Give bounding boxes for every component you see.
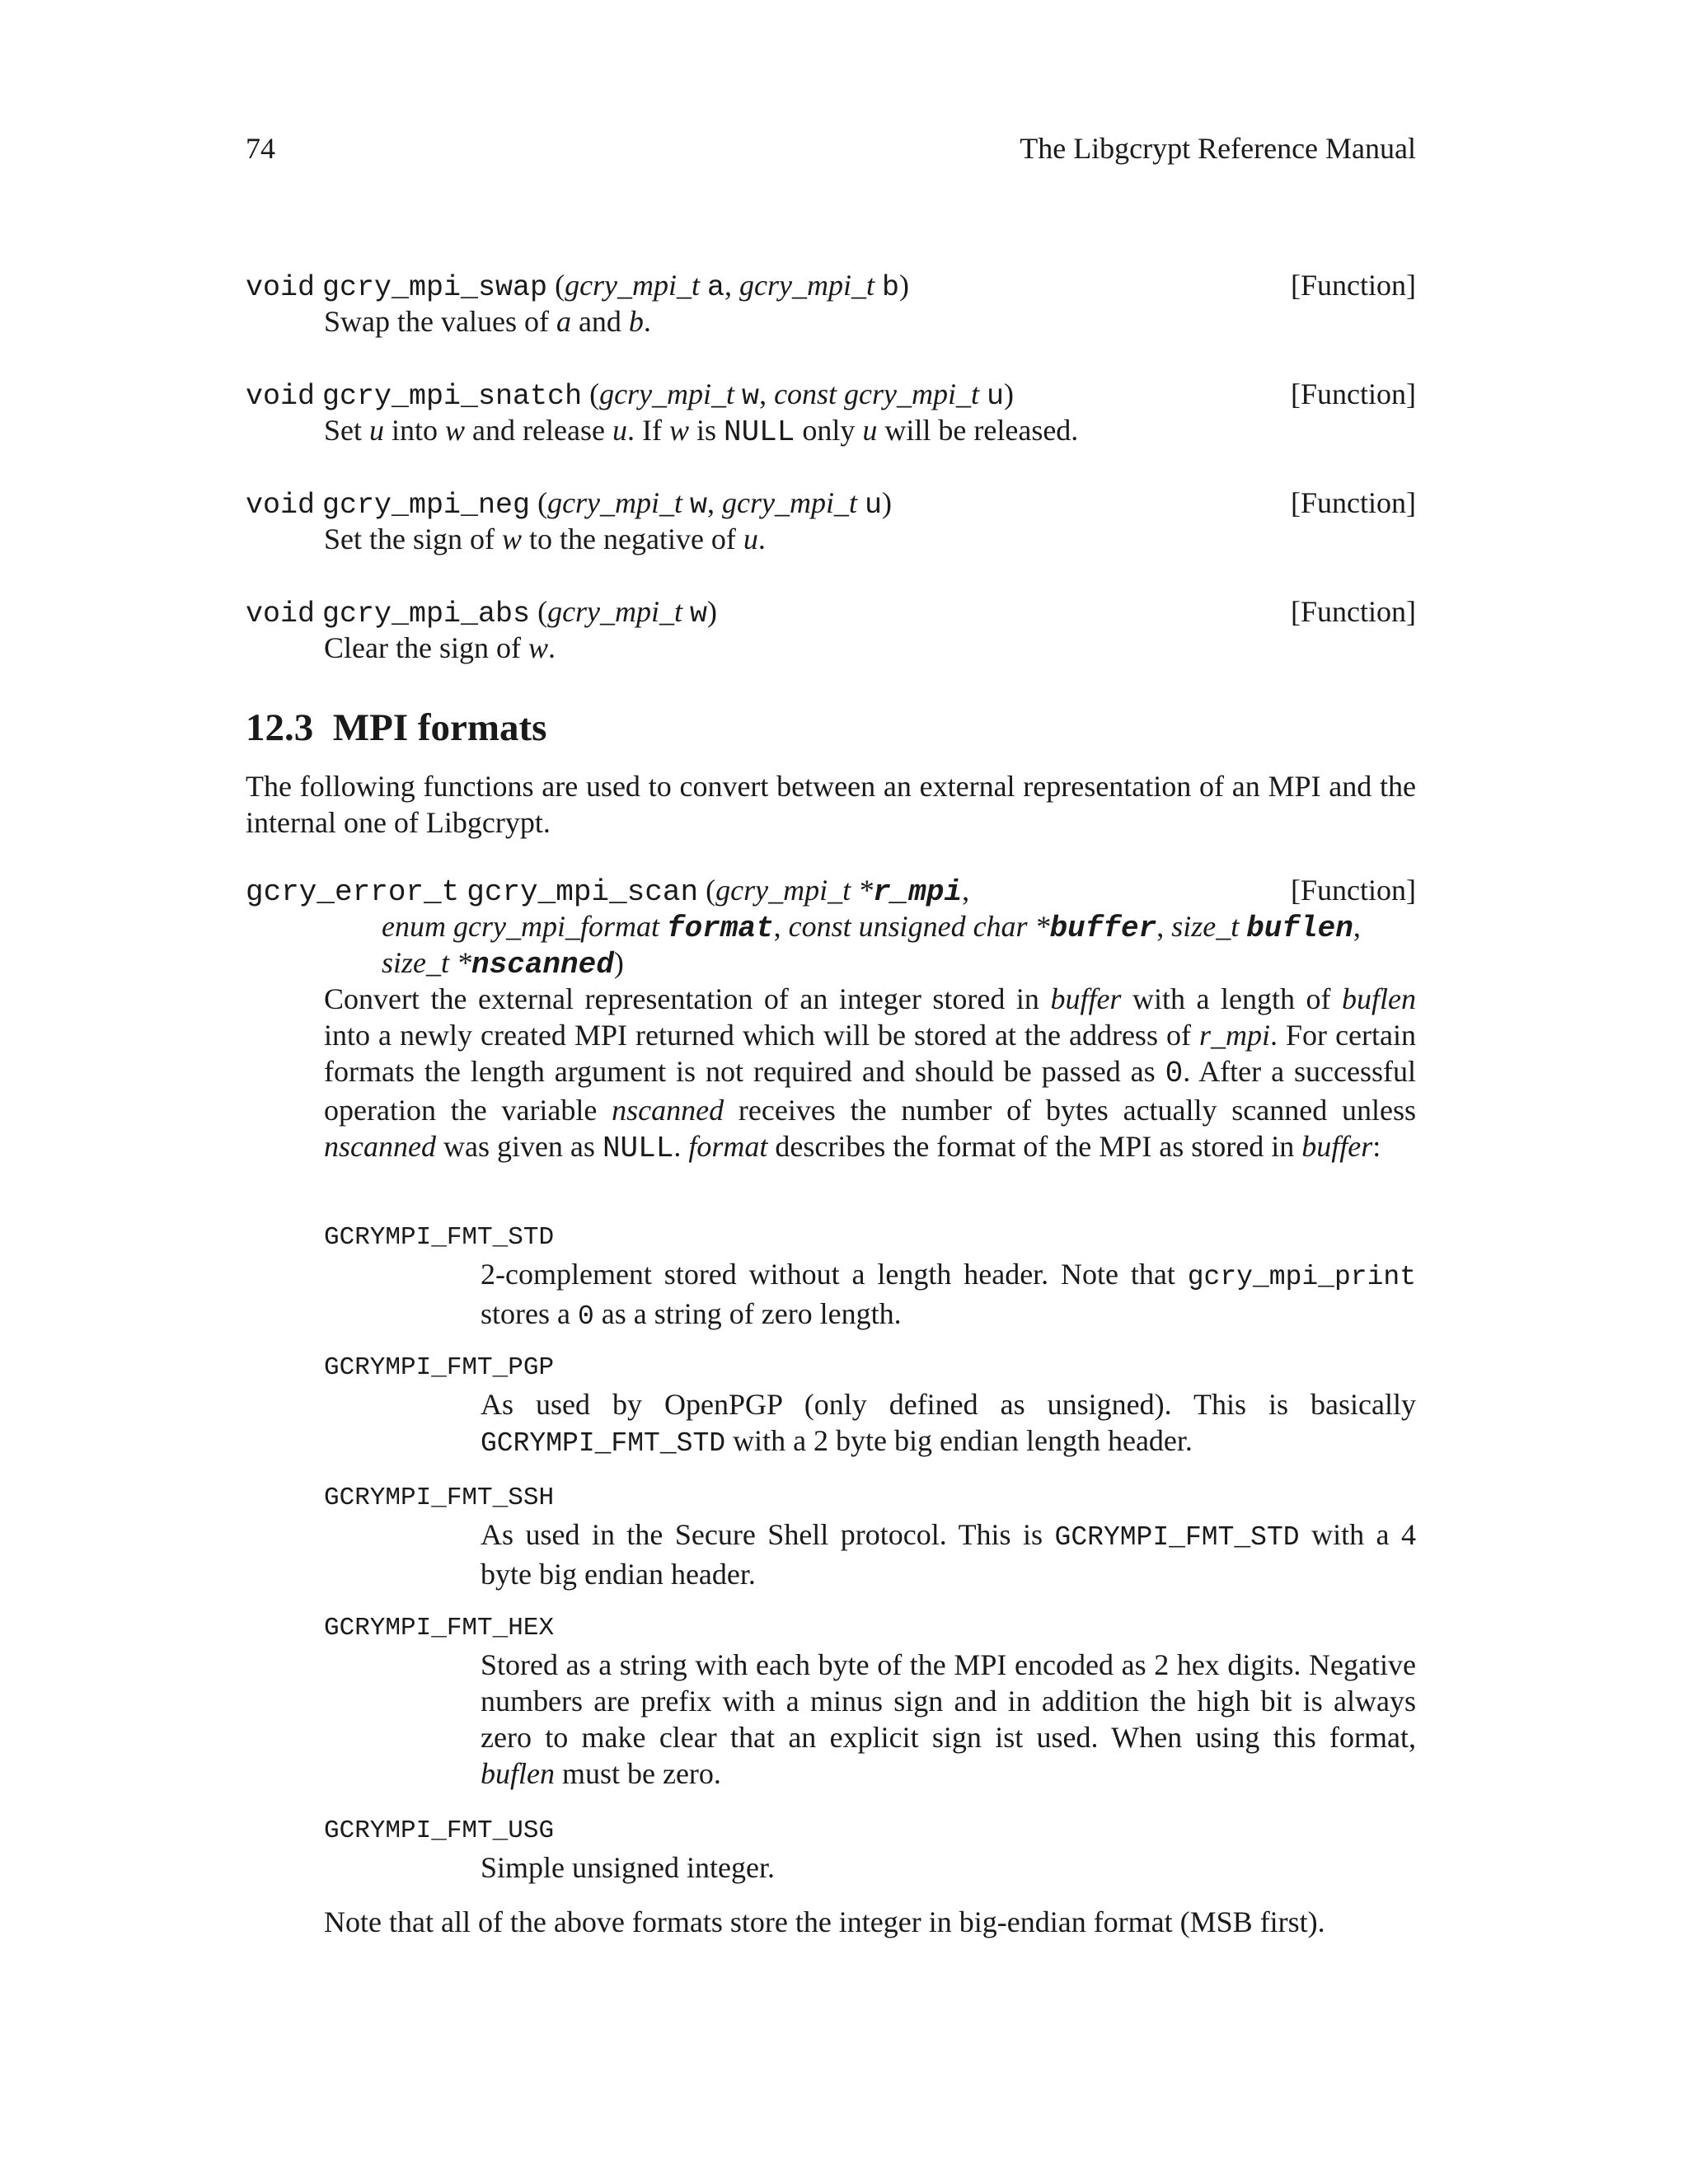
text-run: format — [666, 912, 774, 945]
format-description — [481, 1849, 1416, 1886]
text-run: r_mpi — [873, 875, 963, 909]
text-run: : — [1372, 1130, 1381, 1163]
function-name: gcry_mpi_scan — [467, 875, 699, 909]
text-run: was given as — [435, 1130, 603, 1163]
text-run: 0 — [577, 1301, 594, 1332]
format-name: GCRYMPI_FMT_USG — [324, 1816, 555, 1845]
text-run: void — [246, 598, 316, 630]
format-item-hex — [324, 1610, 1416, 1792]
text-run: buflen — [1246, 912, 1353, 945]
page-number: 74 — [246, 132, 275, 165]
text-run: and — [570, 305, 629, 338]
format-name: GCRYMPI_FMT_PGP — [324, 1353, 555, 1382]
signature-continuation: size_t *nscanned) — [382, 946, 624, 982]
text-run: is — [688, 414, 724, 447]
format-description — [481, 1386, 1416, 1462]
text-run: GCRYMPI_FMT_STD — [1054, 1522, 1300, 1553]
text-run: Stored as a string with each byte of the MPI encoded as 2 hex digits. Negative numbers are prefix with a minus sign and in addition the high bit is always zero to make clear that an explicit sign ist used. When using this format, — [481, 1648, 1416, 1754]
text-run: gcry_error_t — [246, 875, 460, 909]
format-description — [481, 1516, 1416, 1592]
section-number: 12.3 — [246, 706, 314, 749]
format-name: GCRYMPI_FMT_SSH — [324, 1483, 555, 1512]
manual-title: The Libgcrypt Reference Manual — [1020, 132, 1416, 165]
function-signature: gcry_error_t gcry_mpi_scan (gcry_mpi_t *r_mpi, [Function] — [246, 874, 1416, 909]
text-run: stores a — [481, 1297, 578, 1330]
text-run: void — [246, 380, 316, 413]
text-run: gcry_mpi_t — [739, 269, 875, 302]
text-run: u — [987, 380, 1005, 413]
text-run: gcry_mpi_t * — [715, 874, 874, 907]
function-description — [324, 303, 1416, 340]
text-run: enum gcry_mpi_format — [382, 910, 659, 943]
text-run: to the negative of — [522, 523, 743, 555]
function-description — [324, 521, 1416, 557]
signature-continuation: enum gcry_mpi_format format, const unsigned char *buffer, size_t buflen, — [382, 910, 1361, 945]
text-run: w — [528, 631, 548, 664]
text-run: w — [690, 489, 708, 522]
text-run: w — [668, 414, 689, 447]
text-run: r_mpi — [1199, 1019, 1271, 1052]
text-run: u — [369, 414, 385, 447]
text-run: with a length of — [1121, 982, 1343, 1015]
format-item-usg — [324, 1813, 1416, 1886]
text-run: buffer — [1050, 982, 1122, 1015]
format-description — [481, 1256, 1416, 1335]
intro-paragraph: The following functions are used to convert between an external representation of an MPI and the internal one of Libgcrypt. — [246, 770, 1416, 839]
function-signature: void gcry_mpi_neg (gcry_mpi_t w, gcry_mpi_t u) [Function] — [246, 486, 1416, 522]
text-run: size_t * — [382, 946, 472, 979]
text-run: describes the format of the MPI as stored in — [767, 1130, 1302, 1163]
text-run: Set — [324, 414, 370, 447]
function-def-abs — [246, 593, 1416, 666]
text-run: receives the number of bytes actually scanned unless — [724, 1094, 1417, 1127]
function-tag: [Function] — [1291, 269, 1416, 302]
function-tag: [Function] — [1291, 377, 1416, 410]
function-def-swap — [246, 267, 1416, 340]
function-description — [324, 412, 1416, 451]
text-run: const unsigned char * — [788, 910, 1050, 943]
format-name: GCRYMPI_FMT_STD — [324, 1223, 555, 1252]
text-run: 0 — [1165, 1057, 1184, 1090]
text-run: . — [643, 305, 651, 338]
text-run: b — [628, 305, 644, 338]
text-run: . For certain formats the length argument is not required and should be passed as — [324, 1019, 1416, 1088]
text-run: gcry_mpi_t — [722, 486, 858, 519]
text-run: nscanned — [471, 948, 614, 982]
text-run: const gcry_mpi_t — [774, 377, 980, 410]
text-run: NULL — [723, 415, 795, 449]
text-run: as a string of zero length. — [593, 1297, 902, 1330]
text-run: nscanned — [324, 1130, 436, 1163]
format-name: GCRYMPI_FMT_HEX — [324, 1614, 555, 1643]
text-run: Clear the sign of — [324, 631, 528, 664]
function-tag: [Function] — [1291, 486, 1416, 519]
text-run: buflen — [481, 1757, 555, 1790]
text-run: . If — [626, 414, 669, 447]
text-run: with a 4 byte big endian header. — [481, 1518, 1416, 1591]
text-run: with a 2 byte big endian length header. — [725, 1424, 1193, 1457]
text-run: 2-complement stored without a length header. Note that — [481, 1258, 1188, 1291]
closing-note: Note that all of the above formats store the integer in big-endian format (MSB first). — [324, 1905, 1325, 1938]
section-title: MPI formats — [332, 706, 547, 749]
text-run: . After a successful operation the variable — [324, 1055, 1416, 1127]
text-run: . — [673, 1130, 689, 1163]
text-run: u — [612, 414, 627, 447]
text-run: only — [795, 414, 863, 447]
text-run: Set the sign of — [324, 523, 502, 555]
function-def-snatch — [246, 376, 1416, 451]
text-run: a — [707, 271, 725, 304]
text-run: gcry_mpi_print — [1187, 1262, 1416, 1292]
text-run: b — [882, 271, 900, 304]
text-run: will be released. — [877, 414, 1079, 447]
format-description — [481, 1647, 1416, 1792]
function-signature: void gcry_mpi_swap (gcry_mpi_t a, gcry_mpi_t b) [Function] — [246, 269, 1416, 304]
text-run: void — [246, 489, 316, 522]
text-run: . — [757, 523, 766, 555]
function-name: gcry_mpi_abs — [322, 598, 531, 630]
text-run: As used by OpenPGP (only defined as unsigned). This is basically — [481, 1388, 1416, 1421]
text-run: As used in the Secure Shell protocol. This is — [481, 1518, 1055, 1551]
format-item-ssh — [324, 1480, 1416, 1592]
section-heading — [246, 705, 546, 751]
text-run: gcry_mpi_t — [547, 486, 683, 519]
text-run: into — [384, 414, 446, 447]
function-name: gcry_mpi_snatch — [322, 380, 583, 413]
text-run: w — [501, 523, 522, 555]
text-run: buffer — [1301, 1130, 1373, 1163]
function-signature: void gcry_mpi_snatch (gcry_mpi_t w, const gcry_mpi_t u) [Function] — [246, 377, 1416, 413]
text-run: Convert the external representation of an integer stored in — [324, 982, 1051, 1015]
text-run: gcry_mpi_t — [599, 377, 735, 410]
format-item-std — [324, 1220, 1416, 1335]
function-tag: [Function] — [1291, 874, 1416, 907]
function-def-scan — [246, 872, 1416, 1167]
text-run: void — [246, 271, 316, 304]
text-run: buffer — [1049, 912, 1157, 945]
text-run: Simple unsigned integer. — [481, 1851, 775, 1884]
text-run: NULL — [602, 1132, 674, 1165]
text-run: and release — [465, 414, 612, 447]
function-def-neg — [246, 485, 1416, 557]
text-run: gcry_mpi_t — [565, 269, 701, 302]
text-run: nscanned — [612, 1094, 724, 1127]
format-item-pgp — [324, 1350, 1416, 1462]
function-name: gcry_mpi_swap — [322, 271, 548, 304]
function-tag: [Function] — [1291, 595, 1416, 628]
function-description — [324, 630, 1416, 666]
text-run: w — [690, 598, 708, 630]
text-run: w — [445, 414, 466, 447]
text-run: gcry_mpi_t — [547, 595, 683, 628]
function-signature: void gcry_mpi_abs (gcry_mpi_t w) [Function] — [246, 595, 1416, 630]
text-run: into a newly created MPI returned which will be stored at the address of — [324, 1019, 1199, 1052]
function-name: gcry_mpi_neg — [322, 489, 531, 522]
text-run: GCRYMPI_FMT_STD — [481, 1428, 726, 1459]
text-run: . — [547, 631, 556, 664]
text-run: size_t — [1171, 910, 1240, 943]
text-run: u — [862, 414, 878, 447]
text-run: u — [865, 489, 883, 522]
text-run: Swap the values of — [324, 305, 556, 338]
text-run: u — [743, 523, 758, 555]
text-run: format — [688, 1130, 768, 1163]
text-run: a — [556, 305, 571, 338]
text-run: buflen — [1342, 982, 1417, 1015]
text-run: w — [742, 380, 760, 413]
running-header — [246, 130, 1416, 168]
text-run: must be zero. — [554, 1757, 721, 1790]
function-description — [324, 981, 1416, 1167]
